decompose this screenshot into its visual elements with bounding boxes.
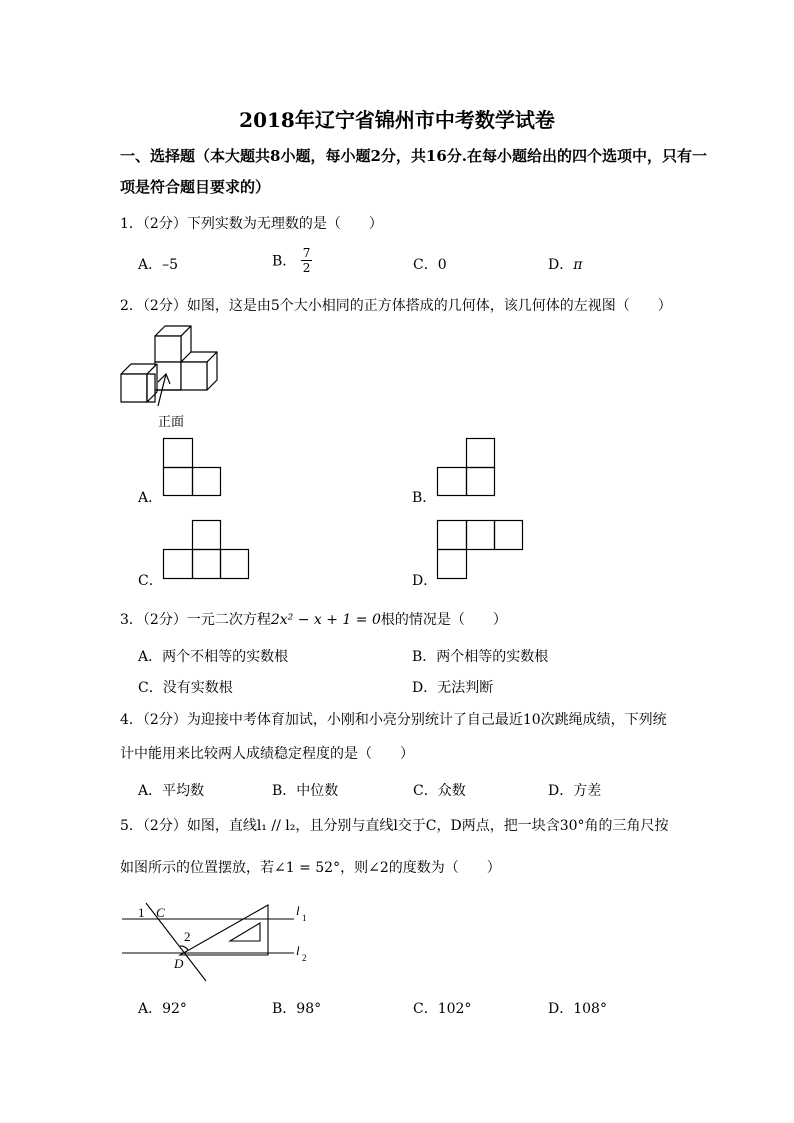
question-4-line2: 计中能用来比较两人成绩稳定程度的是（ ） xyxy=(120,746,414,762)
q5-option-c: C．102° xyxy=(413,1001,472,1017)
question-4-line1: 4．（2分）为迎接中考体育加试，小刚和小亮分别统计了自己最近10次跳绳成绩，下列统 xyxy=(120,712,667,728)
q4-option-a: A．平均数 xyxy=(138,783,205,799)
q3-equation: 2x² − x + 1 = 0 xyxy=(270,612,381,628)
q2-option-d-view xyxy=(437,520,527,582)
fig-label-l1: l xyxy=(296,903,300,918)
front-label: 正面 xyxy=(158,415,185,430)
fig-label-l2-sub: 2 xyxy=(302,953,307,963)
q1-option-b-fraction xyxy=(301,246,313,275)
question-2-text: 2．（2分）如图，这是由5个大小相同的正方体搭成的几何体，该几何体的左视图（ ） xyxy=(120,298,672,314)
section-header-line1: 一、选择题（本大题共8小题，每小题2分，共16分.在每小题给出的四个选项中，只有一 xyxy=(120,147,707,165)
q3-option-a: A．两个不相等的实数根 xyxy=(138,649,289,665)
q4-option-c: C．众数 xyxy=(413,783,466,799)
q3-option-c: C．没有实数根 xyxy=(138,680,233,696)
fig-label-l1-sub: 1 xyxy=(302,913,307,923)
q1-option-d xyxy=(548,254,582,274)
q1-option-c: C．0 xyxy=(413,257,447,273)
q2-option-c-view xyxy=(163,520,253,582)
page-title: 2018年辽宁省锦州市中考数学试卷 xyxy=(239,108,555,132)
q1-option-b-prefix: B． xyxy=(272,253,297,270)
q5-option-b: B．98° xyxy=(272,1001,322,1017)
q3-text-post: 根的情况是（ ） xyxy=(380,612,507,628)
q3-option-b: B．两个相等的实数根 xyxy=(412,649,549,665)
question-3-text xyxy=(120,609,507,629)
question-5-line1: 5．（2分）如图，直线l₁ // l₂，且分别与直线l交于C，D两点，把一块含30°角的三角尺按 xyxy=(120,818,669,834)
q5-option-d: D．108° xyxy=(548,1001,607,1017)
q5-option-a: A．92° xyxy=(138,1001,187,1017)
q1-option-d-value: π xyxy=(573,257,583,273)
parallel-lines-triangle-figure xyxy=(118,895,328,985)
q1-option-d-prefix: D． xyxy=(548,257,574,273)
fig-label-l2: l xyxy=(296,943,300,958)
fig-label-d: D xyxy=(174,956,184,971)
q2-option-a: A． xyxy=(138,490,163,506)
q2-option-b-view xyxy=(437,438,497,498)
q1-option-b xyxy=(272,246,312,275)
fig-label-1: 1 xyxy=(138,905,145,920)
q2-option-d: D． xyxy=(412,573,438,589)
fraction-numerator: 7 xyxy=(302,246,311,260)
section-header-line2: 项是符合题目要求的） xyxy=(120,178,271,196)
fraction-denominator: 2 xyxy=(302,261,311,275)
q3-option-d: D．无法判断 xyxy=(412,680,494,696)
q3-text-pre: 3．（2分）一元二次方程 xyxy=(120,612,271,628)
q2-option-b: B． xyxy=(412,490,437,506)
q4-option-b: B．中位数 xyxy=(272,783,339,799)
fig-label-2: 2 xyxy=(184,929,191,944)
question-5-line2: 如图所示的位置摆放，若∠1 = 52°，则∠2的度数为（ ） xyxy=(120,860,501,876)
question-1-text: 1．（2分）下列实数为无理数的是（ ） xyxy=(120,216,383,232)
fig-label-c: C xyxy=(156,905,165,920)
q4-option-d: D．方差 xyxy=(548,783,602,799)
q1-option-a: A．–5 xyxy=(138,257,179,273)
q2-option-c: C． xyxy=(138,573,163,589)
q2-option-a-view xyxy=(163,438,223,498)
